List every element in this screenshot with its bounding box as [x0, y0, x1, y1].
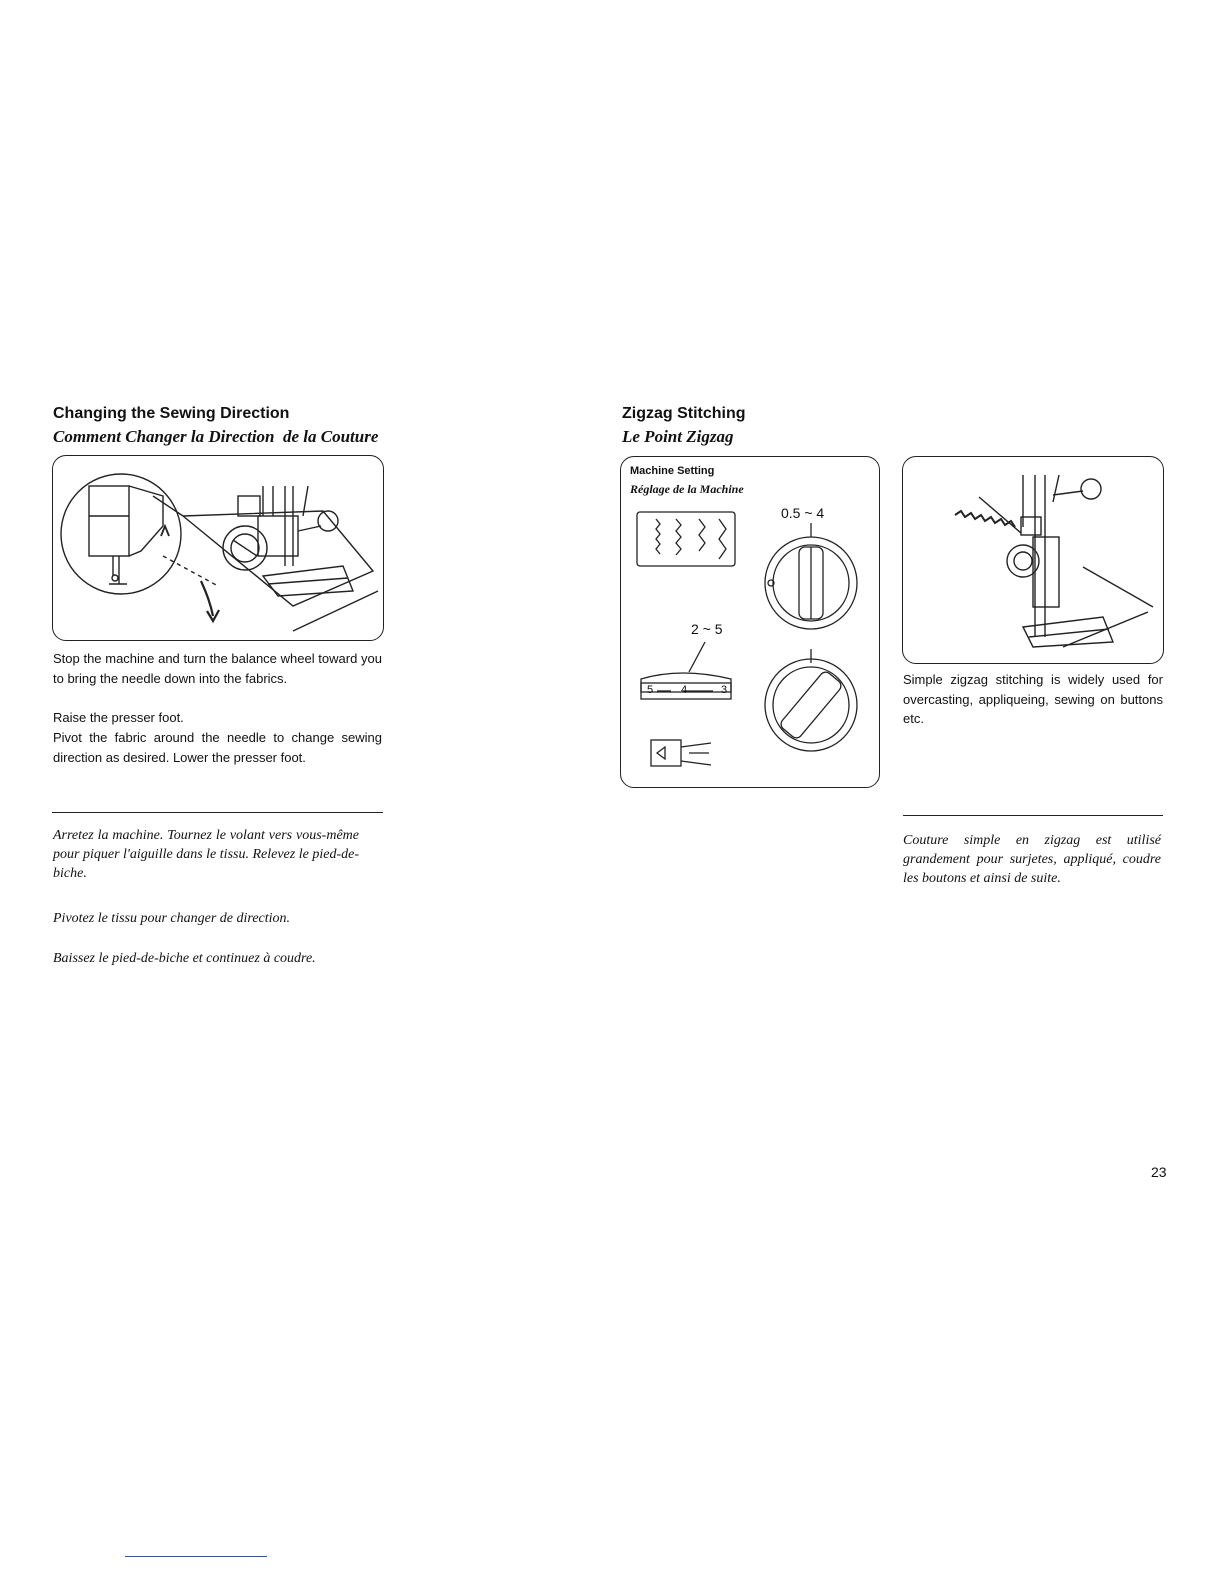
machine-setting-diagram [621, 457, 879, 787]
left-instruction-2: Raise the presser foot. [53, 710, 184, 725]
zigzag-description-fr: Couture simple en zigzag est utilisé grandement pour surjetes, appliqué, coudre les boutons et ainsi de suite. [903, 833, 1161, 886]
right-title-en: Zigzag Stitching [622, 405, 746, 422]
stitch-width-label: 0.5 ~ 4 [781, 505, 825, 521]
left-title-en: Changing the Sewing Direction [53, 405, 290, 422]
machine-setting-title-fr: Réglage de la Machine [630, 482, 744, 496]
pivot-illustration [53, 456, 383, 640]
page-number: 23 [1151, 1164, 1167, 1180]
right-divider [903, 815, 1163, 816]
zigzag-description-en: Simple zigzag stitching is widely used for overcasting, appliqueing, sewing on buttons etc. [903, 672, 1163, 727]
lever-number-5: 5 [647, 684, 654, 696]
left-instruction-3: Pivot the fabric around the needle to change sewing direction as desired. Lower the presser foot. [53, 730, 382, 765]
zigzag-illustration-panel [902, 456, 1164, 664]
left-instruction-fr-2: Pivotez le tissu pour changer de direction. [53, 911, 291, 926]
right-title-fr: Le Point Zigzag [622, 427, 734, 446]
machine-setting-panel [620, 456, 880, 788]
footer-line [125, 1556, 267, 1557]
left-divider [52, 812, 383, 813]
lever-number-3: 3 [721, 684, 728, 696]
presser-foot-icon [651, 740, 681, 766]
left-title-fr: Comment Changer la Direction de la Couture [53, 427, 379, 446]
zigzag-illustration [903, 457, 1163, 663]
pivot-illustration-panel [52, 455, 384, 641]
left-instruction-fr-3: Baissez le pied-de-biche et continuez à coudre. [53, 951, 316, 966]
lever-number-4: 4 [681, 684, 688, 696]
machine-setting-title: Machine Setting [630, 465, 715, 477]
left-instruction-1: Stop the machine and turn the balance wheel toward you to bring the needle down into the fabrics. [53, 651, 382, 686]
stitch-length-label: 2 ~ 5 [691, 621, 723, 637]
left-instruction-fr-1: Arretez la machine. Tournez le volant vers vous-même pour piquer l'aiguille dans le tissu. Relevez le pied-de-biche. [53, 828, 359, 881]
stitch-length-dial [765, 659, 857, 751]
